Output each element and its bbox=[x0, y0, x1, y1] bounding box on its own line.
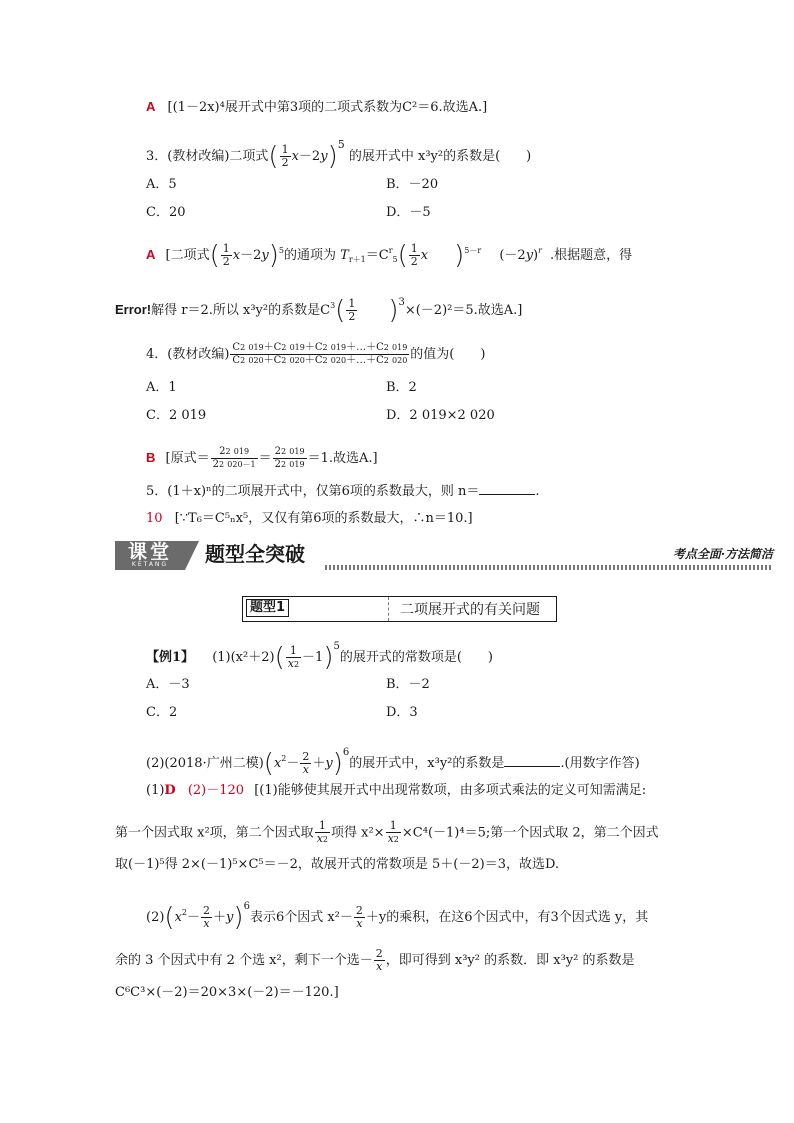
q3-explain-line-2: Error!解得 r＝2.所以 x³y²的系数是$C^3$( $\frac{1}{2}$ )$^3$×(－2)²＝5.故选A.] bbox=[115, 295, 523, 326]
example1-solution-b3: ×C⁴(－1)⁴＝5;第一个因式取 2，第二个因式 bbox=[401, 825, 659, 841]
q2-explain-line bbox=[146, 98, 487, 117]
q4-explain-line: B [原式＝ $\frac{22 019}{22 020-1}$ ＝ $\frac{22 019}{22 019}$ ＝1.故选A.] bbox=[146, 446, 378, 470]
question-type-label bbox=[243, 597, 389, 621]
example1-answer-1: (1)D bbox=[146, 783, 176, 798]
q3-stem-prefix: 3．(教材改编)二项式 bbox=[146, 149, 269, 164]
q3-explain-3: .根据题意，得 bbox=[549, 248, 633, 263]
example1-stem-suffix: 的展开式的常数项是( ) bbox=[339, 650, 493, 665]
example1-stem: 【例1】 (1)(x²＋2)( $\frac{1}{x2}$ －1)$^5$的展开式的常数项是( ) bbox=[146, 641, 493, 673]
q2-answer: A bbox=[146, 99, 156, 114]
example1-part2-end: .(用数字作答) bbox=[560, 756, 640, 771]
section-banner bbox=[115, 541, 773, 570]
example1-solution-line-3: 取(－1)⁵得 2×(－1)⁵×C⁵＝－2，故展开式的常数项是 5＋(－2)＝3，故选D. bbox=[115, 857, 560, 872]
example1-solution-line-5: 余的 3 个因式中有 2 个选 x²，剩下一个选－ $\frac{2}{x}$ ，即可得到 x³y² 的系数．即 x³y² 的系数是 bbox=[115, 947, 635, 973]
banner-label-pinyin: KETANG bbox=[131, 561, 169, 568]
q3-answer: A bbox=[146, 247, 156, 262]
example1-option-a: A．－3 bbox=[146, 677, 190, 692]
q5-answer-blank[interactable] bbox=[479, 482, 535, 495]
banner-label bbox=[115, 541, 185, 570]
error-text: Error! bbox=[115, 302, 152, 317]
example1-solution-b1: 第一个因式取 x²项，第二个因式取 bbox=[115, 825, 314, 841]
example1-solution-d2: 表示6个因式 x²－ bbox=[249, 910, 353, 925]
q5-stem bbox=[146, 482, 540, 501]
q3-option-a: A．5 bbox=[146, 177, 177, 192]
example1-solution-line-2: 第一个因式取 x²项，第二个因式取 $\frac{1}{x2}$ 项得 x²× $\frac{1}{x2}$ ×C⁴(－1)⁴＝5;第一个因式取 2，第二个因式 bbox=[115, 819, 659, 845]
q4-stem-suffix: 的值为( ) bbox=[410, 347, 486, 362]
example1-option-c: C．2 bbox=[146, 705, 178, 720]
example1-part2-suffix: 的展开式中，x³y²的系数是 bbox=[349, 756, 505, 771]
example1-answer-2: (2)－120 bbox=[187, 783, 245, 798]
question-type-title: 二项展开式的有关问题 bbox=[400, 602, 540, 618]
q5-answer: 10 bbox=[146, 511, 163, 526]
q4-stem bbox=[146, 342, 485, 367]
example1-solution-line-6: C⁶C³×(－2)＝20×3×(－2)＝－120.] bbox=[115, 985, 339, 1000]
example1-tag: 【例1】 bbox=[146, 650, 195, 665]
q3-option-c: C．20 bbox=[146, 205, 186, 220]
q3-explain-line-1: A [二项式( $\frac{1}{2}$ x－2y)$^5$的通项为 $T_{r+1}=C^r_5$( $\frac{1}{2}$ x )$^{5-r}$ $(-2y)^r$ .根据题意，得 bbox=[146, 240, 633, 271]
q5-explanation: [∵T₆＝C⁵ₙx⁵，又仅有第6项的系数最大，∴n＝10.] bbox=[174, 511, 473, 526]
q3-explain-4: 解得 r＝2.所以 x³y²的系数是 bbox=[151, 303, 321, 318]
q4-option-b: B．2 bbox=[386, 380, 417, 395]
q4-option-c: C．2 019 bbox=[146, 408, 207, 423]
q4-explain-suffix: ＝1.故选A.] bbox=[307, 451, 378, 466]
example1-solution-line-1 bbox=[146, 782, 646, 800]
q4-explain-prefix: [原式＝ bbox=[165, 451, 210, 466]
example1-option-d: D．3 bbox=[386, 705, 418, 720]
banner-title: 题型全突破 bbox=[205, 542, 305, 566]
example1-solution-e2: ，即可得到 x³y² 的系数．即 x³y² 的系数是 bbox=[385, 953, 635, 968]
banner-arrow bbox=[185, 541, 199, 570]
q3-explain-5: ×(－2)²＝5.故选A.] bbox=[404, 303, 523, 318]
banner-divider bbox=[325, 565, 773, 570]
banner-motto: 考点全面·方法简洁 bbox=[672, 547, 773, 561]
q4-option-a: A．1 bbox=[146, 380, 177, 395]
banner-label-text: 课堂 bbox=[127, 541, 172, 563]
question-type-label-text: 题型1 bbox=[246, 599, 289, 617]
q5-stem-text: 5．(1＋x)ⁿ的二项展开式中，仅第6项的系数最大，则 n＝ bbox=[146, 484, 480, 499]
q3-explain-2: 的通项为 bbox=[284, 248, 337, 263]
example1-answer-blank[interactable] bbox=[504, 754, 560, 767]
example1-option-b: B．－2 bbox=[386, 677, 430, 692]
q3-stem: 3．(教材改编)二项式( $\frac{1}{2}$ x－2y)$^5$ 的展开式中 x³y²的系数是( ) bbox=[146, 138, 532, 172]
example1-solution-line-4: $(2)(x^2-$ $\frac{2}{x}$ ＋y)$^6$表示6个因式 x²－ $\frac{2}{x}$ ＋y的乘积，在这6个因式中，有3个因式选 y，其 bbox=[146, 901, 649, 933]
q3-stem-suffix: 的展开式中 x³y²的系数是( ) bbox=[348, 149, 532, 164]
question-type-box bbox=[242, 596, 557, 622]
q3-option-b: B．－20 bbox=[386, 177, 439, 192]
q4-stem-prefix: 4．(教材改编) bbox=[146, 347, 230, 362]
example1-solution-b2: 项得 x²× bbox=[331, 825, 385, 841]
q4-fraction: $\frac{C2 019+C2 019+C2 019+\dots+C2 019}{C2 020+C2 020+C2 020+\dots+C2 020}$ bbox=[232, 342, 408, 366]
q5-explain-line bbox=[146, 510, 473, 528]
example1-stem-prefix: (1)(x²＋2) bbox=[212, 650, 275, 665]
q5-stem-end: . bbox=[535, 484, 540, 499]
example1-part2-prefix: (2)(2018·广州二模) bbox=[146, 756, 264, 771]
fraction-half: $\frac{1}{2}$ bbox=[281, 143, 289, 169]
example1-part2: (2)(2018·广州二模)($x^2-$ $\frac{2}{x}$ ＋y)$^6$的展开式中，x³y²的系数是 .(用数字作答) bbox=[146, 747, 640, 779]
q3-option-d: D．－5 bbox=[386, 205, 431, 220]
q2-explanation: [(1－2x)⁴展开式中第3项的二项式系数为C²＝6.故选A.] bbox=[167, 100, 488, 115]
example1-solution-e1: 余的 3 个因式中有 2 个选 x²，剩下一个选－ bbox=[115, 953, 373, 968]
q4-answer: B bbox=[146, 450, 156, 465]
q3-explain-1: [二项式 bbox=[165, 248, 210, 263]
q4-option-d: D．2 019×2 020 bbox=[386, 408, 495, 423]
example1-solution-d3: ＋y的乘积，在这6个因式中，有3个因式选 y，其 bbox=[365, 910, 649, 925]
example1-solution-a: [(1)能够使其展开式中出现常数项，由多项式乘法的定义可知需满足: bbox=[254, 783, 647, 798]
example1-solution-d1: (2) bbox=[146, 910, 165, 925]
